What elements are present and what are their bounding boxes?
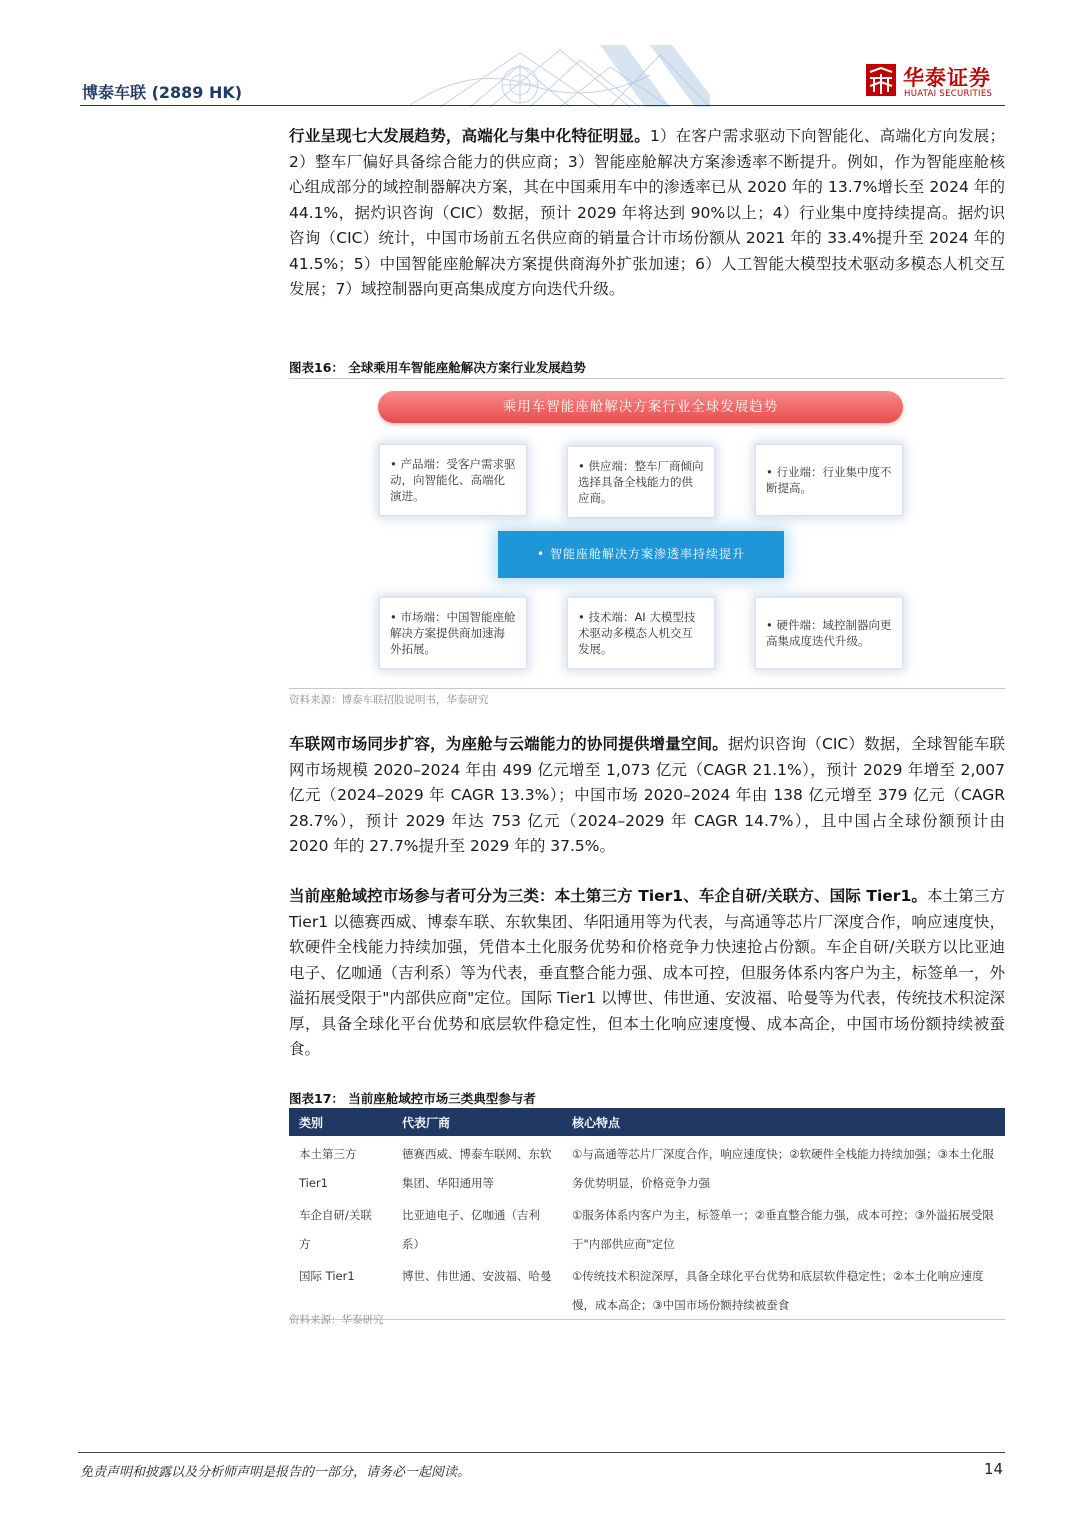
figure-16-bottom-rule — [289, 688, 1005, 689]
paragraph-industry-trends — [289, 124, 1005, 303]
trend-card-text: • 产品端：受客户需求驱动，向智能化、高端化演进。 — [390, 457, 516, 503]
table-row — [289, 1258, 1005, 1320]
table-cell-features: ①与高通等芯片厂深度合作，响应速度快；②软硬件全栈能力持续加强；③本土化服务优势明显，价格竞争力强 — [572, 1147, 994, 1190]
page-number: 14 — [984, 1460, 1004, 1478]
trend-card-market — [379, 597, 527, 669]
footer-disclaimer: 免责声明和披露以及分析师声明是报告的一部分，请务必一起阅读。 — [80, 1465, 471, 1480]
trend-card-supply — [567, 446, 715, 518]
figure-17-source: 资料来源：华泰研究 — [289, 1314, 384, 1326]
trend-card-text: • 行业端：行业集中度不断提高。 — [766, 465, 892, 495]
paragraph-lead: 车联网市场同步扩容，为座舱与云端能力的协同提供增量空间。 — [289, 735, 728, 753]
table-cell-category: 本土第三方 Tier1 — [299, 1147, 357, 1190]
paragraph-market-participants — [289, 884, 1005, 1063]
figure-16-top-rule — [289, 378, 1005, 379]
trend-card-text: • 供应端：整车厂商倾向选择具备全栈能力的供应商。 — [578, 459, 704, 505]
trend-card-text: • 技术端：AI 大模型技术驱动多模态人机交互发展。 — [578, 610, 696, 656]
header-divider — [80, 105, 1005, 106]
table-header-cell: 核心特点 — [562, 1108, 1005, 1136]
table-cell-vendors: 比亚迪电子、亿咖通（吉利系） — [402, 1208, 540, 1251]
trend-card-text: • 市场端：中国智能座舱解决方案提供商加速海外拓展。 — [390, 610, 516, 656]
trend-card-technology — [567, 597, 715, 669]
table-header-row — [289, 1108, 1005, 1136]
logo-chinese-name: 华泰证券 — [903, 66, 991, 90]
trend-card-text: • 硬件端：域控制器向更高集成度迭代升级。 — [766, 618, 892, 648]
table-header-cell: 代表厂商 — [392, 1108, 562, 1136]
paragraph-lead: 行业呈现七大发展趋势，高端化与集中化特征明显。 — [289, 127, 650, 145]
trend-card-hardware — [755, 597, 903, 669]
paragraph-body: 本土第三方 Tier1 以德赛西威、博泰车联、东软集团、华阳通用等为代表，与高通等芯片厂深度合作，响应速度快，软硬件全栈能力持续加强，凭借本土化服务优势和价格竞争力快速抢占份额。车企自研/关联方以比亚迪电子、亿咖通（吉利系）等为代表，垂直整合能力强、成本可控，但服务体系内客户为主，标签单一，外溢拓展受限于"内部供应商"定位。国际 Tier1 以博世、伟世通、安波福、哈曼等为代表，传统技术积淀深厚，具备全球化平台优势和底层软件稳定性，但本土化响应速度慢、成本高企，中国市场份额持续被蚕食。 — [289, 887, 1005, 1058]
table-row — [289, 1136, 1005, 1197]
diagram-center-box: • 智能座舱解决方案渗透率持续提升 — [498, 531, 784, 578]
table-row — [289, 1197, 1005, 1258]
paragraph-lead: 当前座舱域控市场参与者可分为三类：本土第三方 Tier1、车企自研/关联方、国际 Tier1。 — [289, 887, 927, 905]
trend-card-product — [379, 444, 527, 516]
header-decoration-graphic — [410, 45, 710, 107]
table-cell-vendors: 博世、伟世通、安波福、哈曼 — [392, 1258, 562, 1320]
paragraph-iov-market — [289, 732, 1005, 860]
paragraph-body: 1）在客户需求驱动下向智能化、高端化方向发展；2）整车厂偏好具备综合能力的供应商；3）智能座舱解决方案渗透率不断提升。例如，作为智能座舱核心组成部分的域控制器解决方案，其在中国乘用车中的渗透率已从 2020 年的 13.7%增长至 2024 年的 44.1%，据灼识咨询（CIC）数据，预计 2029 年将达到 90%以上；4）行业集中度持续提高。据灼识咨询（CIC）统计，中国市场前五名供应商的销量合计市场份额从 2021 年的 33.4%提升至 2024 年的 41.5%；5）中国智能座舱解决方案提供商海外扩张加速；6）人工智能大模型技术驱动多模态人机交互发展；7）域控制器向更高集成度方向迭代升级。 — [289, 127, 1005, 298]
table-cell-features: ①传统技术积淀深厚，具备全球化平台优势和底层软件稳定性；②本土化响应速度慢，成本高企；③中国市场份额持续被蚕食 — [562, 1258, 1005, 1320]
logo-english-name: HUATAI SECURITIES — [904, 89, 993, 99]
figure-16-source: 资料来源：博泰车联招股说明书，华泰研究 — [289, 694, 489, 706]
table-cell-category: 车企自研/关联方 — [299, 1208, 372, 1251]
participants-table — [289, 1108, 1005, 1320]
footer-divider — [78, 1452, 1005, 1453]
table-cell-category: 国际 Tier1 — [289, 1258, 392, 1320]
figure-16-caption: 图表16： 全球乘用车智能座舱解决方案行业发展趋势 — [289, 360, 586, 375]
report-header-title: 博泰车联 (2889 HK) — [82, 83, 243, 102]
huatai-logo-icon — [866, 64, 896, 96]
paragraph-body: 据灼识咨询（CIC）数据，全球智能车联网市场规模 2020–2024 年由 499 亿元增至 1,073 亿元（CAGR 21.1%），预计 2029 年增至 2,007 亿元（2024–2029 年 CAGR 13.3%）；中国市场 2020–2024 年由 138 亿元增至 379 亿元（CAGR 28.7%），预计 2029 年达 753 亿元（2024–2029 年 CAGR 14.7%），且中国占全球份额预计由 2020 年的 27.7%提升至 2029 年的 37.5%。 — [289, 735, 1005, 855]
trend-card-industry — [755, 444, 903, 516]
figure-17-caption: 图表17： 当前座舱域控市场三类典型参与者 — [289, 1091, 536, 1106]
table-cell-vendors: 德赛西威、博泰车联网、东软集团、华阳通用等 — [402, 1147, 552, 1190]
table-header-cell: 类别 — [289, 1108, 392, 1136]
table-cell-features: ①服务体系内客户为主，标签单一；②垂直整合能力强，成本可控；③外溢拓展受限于"内部供应商"定位 — [572, 1208, 994, 1251]
diagram-banner: 乘用车智能座舱解决方案行业全球发展趋势 — [378, 391, 903, 423]
